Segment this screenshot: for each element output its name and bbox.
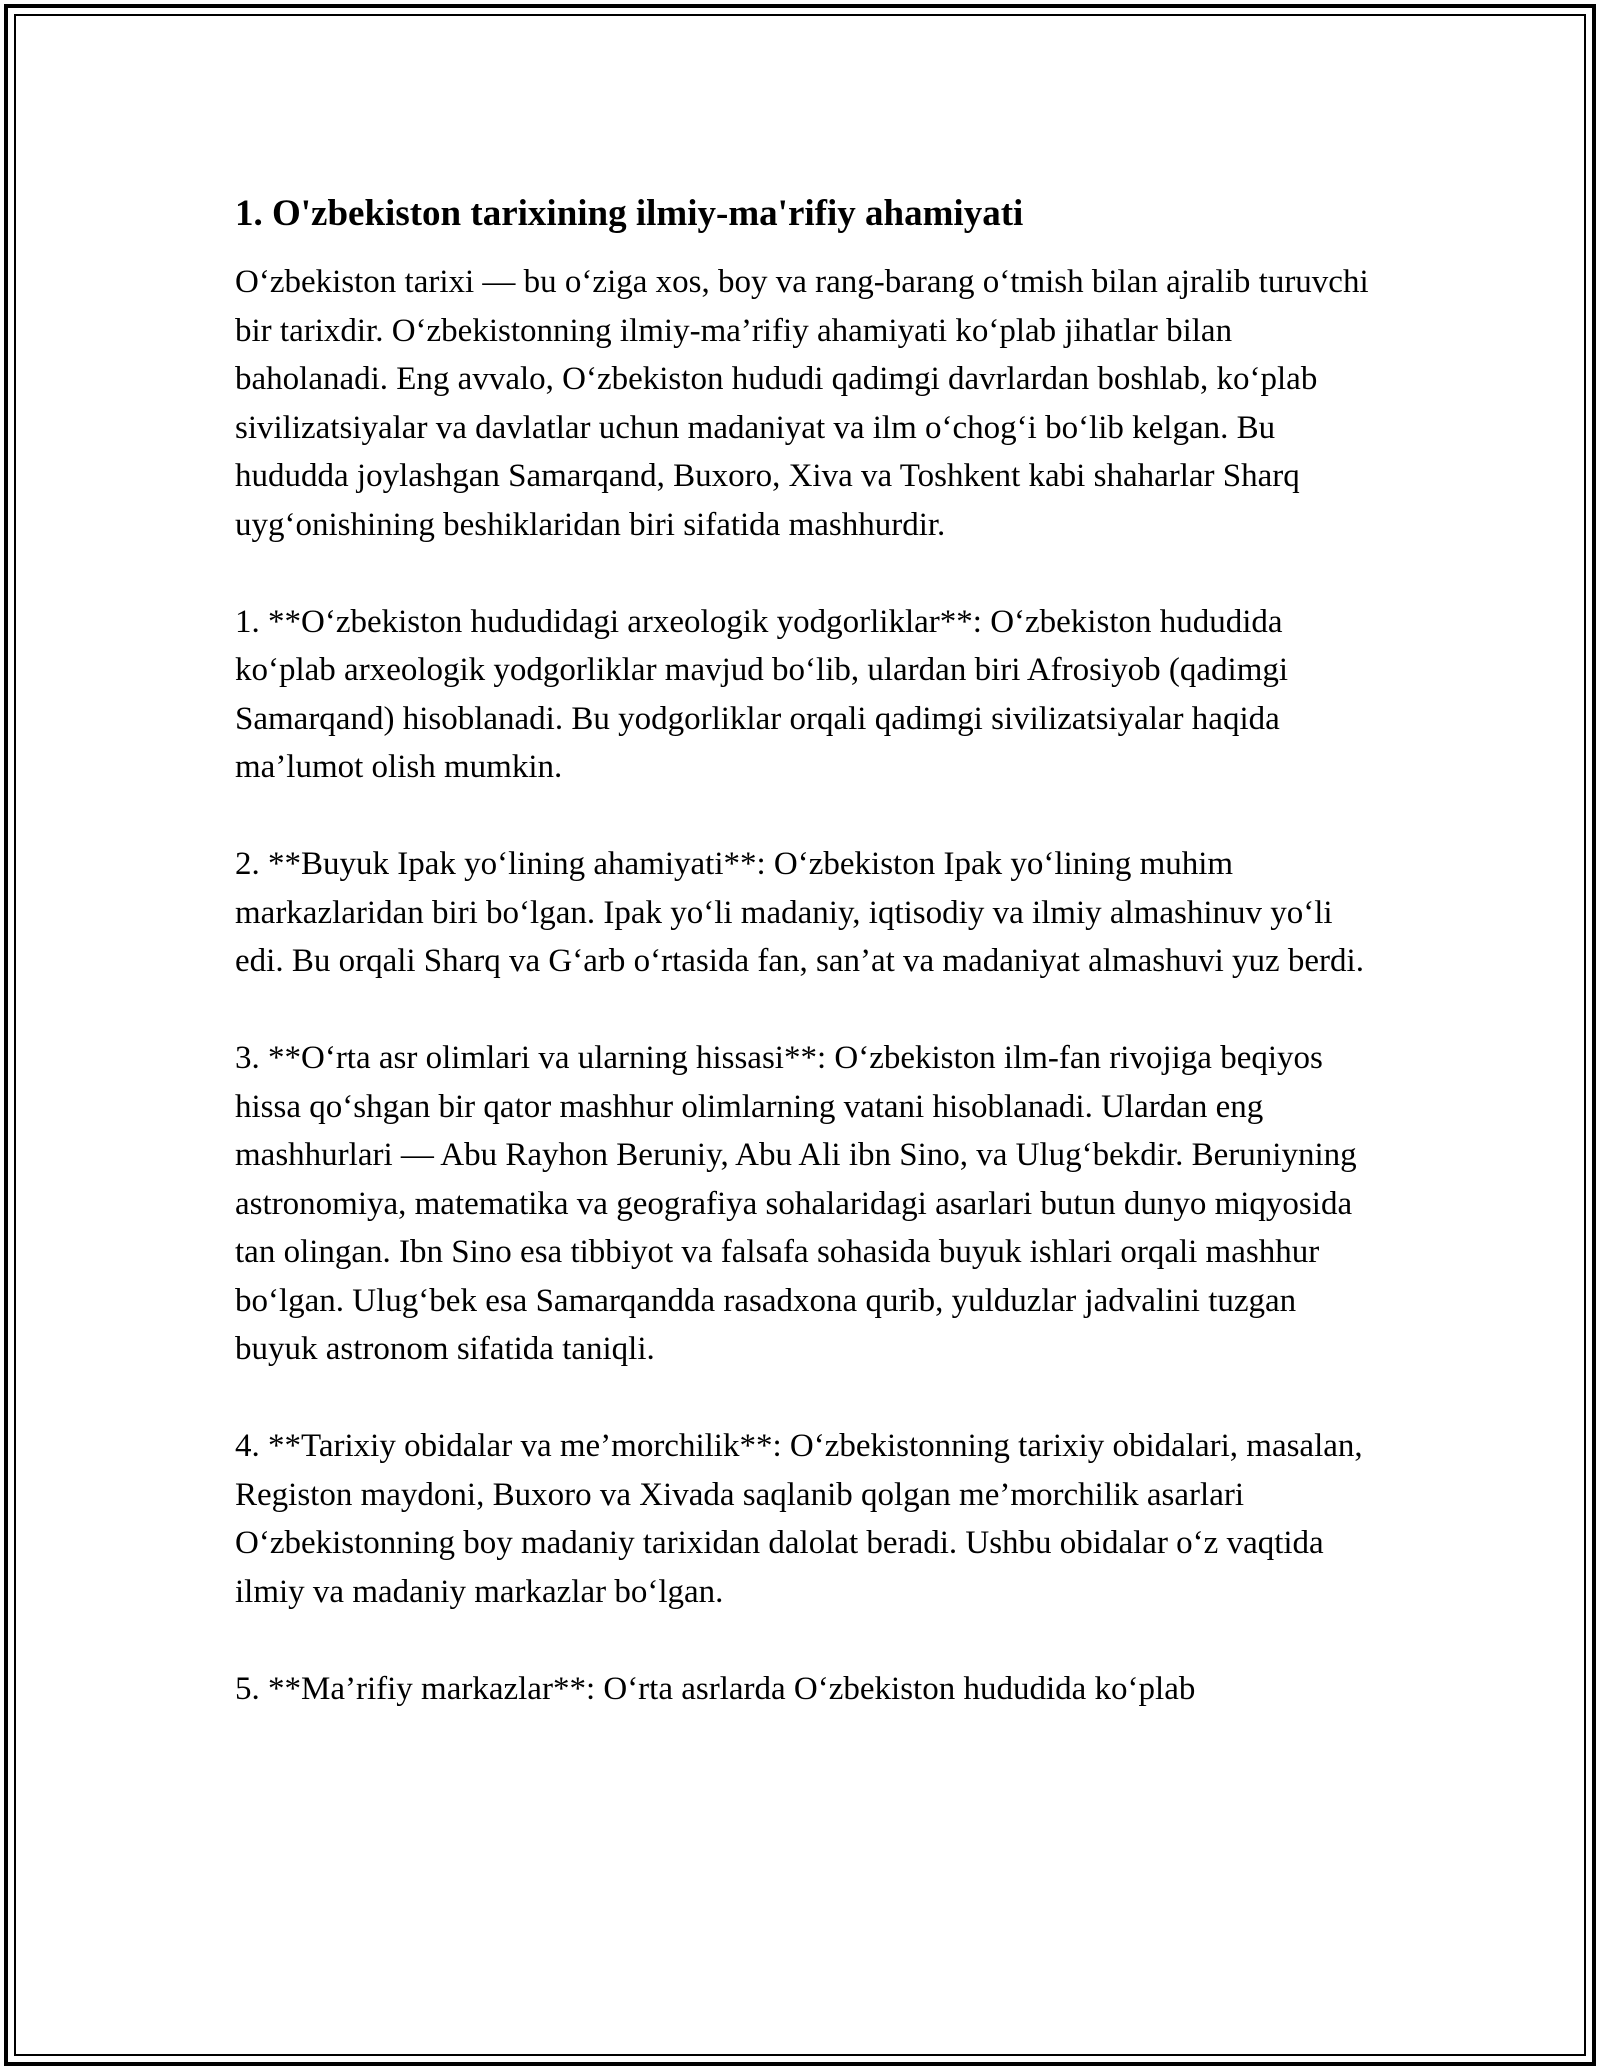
paragraph-historical-monuments: 4. **Tarixiy obidalar va me’morchilik**: O‘zbekistonning tarixiy obidalari, masalan, Registon maydoni, Buxoro va Xivada saqlanib qolgan me’morchilik asarlari O‘zbekistonning boy madaniy tarixidan dalolat beradi. Ushbu obidalar o‘z vaqtida ilmiy va madaniy markazlar bo‘lgan. <box>235 1428 1363 1610</box>
document-body <box>235 188 1375 1713</box>
intro-paragraph: O‘zbekiston tarixi — bu o‘ziga xos, boy va rang-barang o‘tmish bilan ajralib turuvchi bir tarixdir. O‘zbekistonning ilmiy-ma’rifiy ahamiyati ko‘plab jihatlar bilan baholanadi. Eng avvalo, O‘zbekiston hududi qadimgi davrlardan boshlab, ko‘plab sivilizatsiyalar va davlatlar uchun madaniyat va ilm o‘chog‘i bo‘lib kelgan. Bu hududda joylashgan Samarqand, Buxoro, Xiva va Toshkent kabi shaharlar Sharq uyg‘onishining beshiklaridan biri sifatida mashhurdir. <box>235 264 1369 543</box>
paragraph-medieval-scholars: 3. **O‘rta asr olimlari va ularning hissasi**: O‘zbekiston ilm-fan rivojiga beqiyos hissa qo‘shgan bir qator mashhur olimlarning vatani hisoblanadi. Ulardan eng mashhurlari — Abu Rayhon Beruniy, Abu Ali ibn Sino, va Ulug‘bekdir. Beruniyning astronomiya, matematika va geografiya sohalaridagi asarlari butun dunyo miqyosida tan olingan. Ibn Sino esa tibbiyot va falsafa sohasida buyuk ishlari orqali mashhur bo‘lgan. Ulug‘bek esa Samarqandda rasadxona qurib, yulduzlar jadvalini tuzgan buyuk astronom sifatida taniqli. <box>235 1040 1357 1367</box>
paragraph-archaeological-monuments: 1. **O‘zbekiston hududidagi arxeologik yodgorliklar**: O‘zbekiston hududida ko‘plab arxeologik yodgorliklar mavjud bo‘lib, ulardan biri Afrosiyob (qadimgi Samarqand) hisoblanadi. Bu yodgorliklar orqali qadimgi sivilizatsiyalar haqida ma’lumot olish mumkin. <box>235 603 1289 785</box>
section-heading: 1. O'zbekiston tarixining ilmiy-ma'rifiy ahamiyati <box>235 193 1024 234</box>
paragraph-silk-road: 2. **Buyuk Ipak yo‘lining ahamiyati**: O‘zbekiston Ipak yo‘lining muhim markazlaridan biri bo‘lgan. Ipak yo‘li madaniy, iqtisodiy va ilmiy almashinuv yo‘li edi. Bu orqali Sharq va G‘arb o‘rtasida fan, san’at va madaniyat almashuvi yuz berdi. <box>235 846 1364 979</box>
paragraph-educational-centers: 5. **Ma’rifiy markazlar**: O‘rta asrlarda O‘zbekiston hududida ko‘plab <box>235 1670 1196 1707</box>
